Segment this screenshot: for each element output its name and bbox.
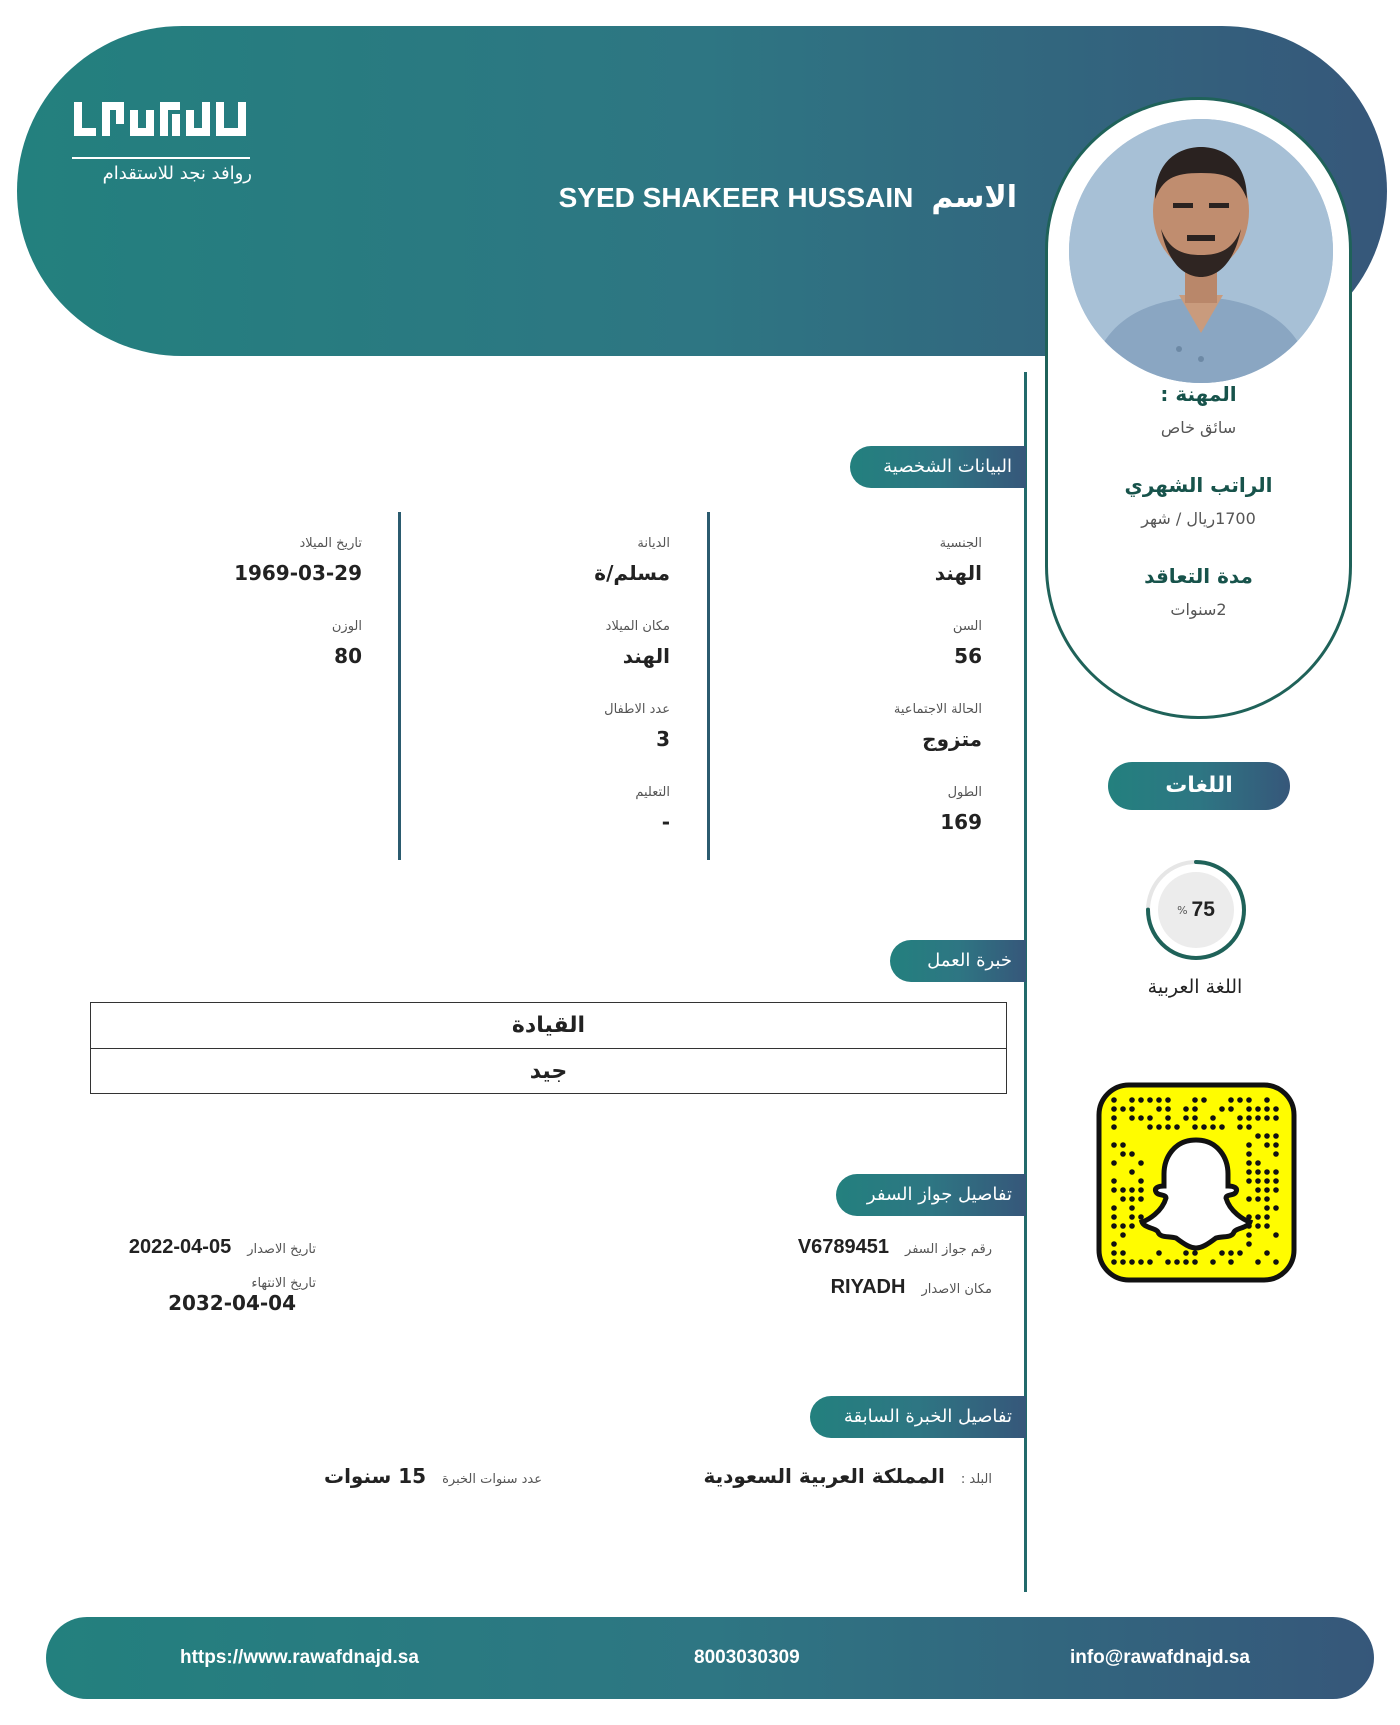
snapcode-dot — [1111, 1124, 1117, 1130]
snapcode-dot — [1111, 1205, 1117, 1211]
contract-value: 2سنوات — [1170, 600, 1227, 619]
email-link[interactable]: info@rawafdnajd.sa — [1069, 1647, 1250, 1668]
country-label: البلد : — [960, 1472, 992, 1487]
snapcode-dot — [1129, 1097, 1135, 1103]
snapcode-dot — [1273, 1106, 1279, 1112]
footer-bar — [46, 1617, 1374, 1699]
snapcode-dot — [1138, 1178, 1144, 1184]
height-value: 169 — [940, 810, 982, 834]
phone-number[interactable]: 8003030309 — [694, 1647, 800, 1668]
snapcode-dot — [1111, 1178, 1117, 1184]
snapcode-dot — [1129, 1151, 1135, 1157]
snapcode-dot — [1273, 1151, 1279, 1157]
snapcode-dot — [1129, 1223, 1135, 1229]
snapcode-dot — [1246, 1241, 1252, 1247]
snapcode-dot — [1273, 1232, 1279, 1238]
snapcode-dot — [1120, 1142, 1126, 1148]
salary-value: 1700ريال / شهر — [1141, 509, 1256, 528]
experience-years-label: عدد سنوات الخبرة — [442, 1472, 542, 1487]
snapcode-dot — [1264, 1250, 1270, 1256]
skill-name-cell: القيادة — [511, 1013, 586, 1038]
logo-kufic-icon — [72, 96, 250, 142]
snapcode-dot — [1246, 1151, 1252, 1157]
candidate-photo — [1069, 119, 1333, 383]
snapcode-dot — [1129, 1115, 1135, 1121]
snapcode-dot — [1246, 1142, 1252, 1148]
snapcode-dot — [1255, 1223, 1261, 1229]
snapcode-dot — [1237, 1115, 1243, 1121]
snapcode-dot — [1111, 1241, 1117, 1247]
snapcode-dot — [1165, 1259, 1171, 1265]
section-passport-details: تفاصيل جواز السفر — [836, 1174, 1026, 1216]
snapcode-dot — [1273, 1169, 1279, 1175]
snapcode-dot — [1264, 1187, 1270, 1193]
snapcode-dot — [1156, 1106, 1162, 1112]
salary-label: الراتب الشهري — [1124, 473, 1273, 497]
snapcode-dot — [1129, 1214, 1135, 1220]
snapcode-dot — [1246, 1097, 1252, 1103]
children-field — [604, 702, 670, 751]
snapcode-dot — [1129, 1106, 1135, 1112]
religion-label: الديانة — [637, 536, 670, 551]
age-field — [953, 619, 982, 668]
religion-field — [594, 536, 670, 585]
snapcode-dot — [1129, 1169, 1135, 1175]
snapcode-dot — [1246, 1232, 1252, 1238]
section-personal-data: البيانات الشخصية — [850, 446, 1026, 488]
snapcode-dot — [1120, 1151, 1126, 1157]
snapcode-dot — [1273, 1133, 1279, 1139]
age-value: 56 — [954, 644, 982, 668]
snapcode-dot — [1120, 1106, 1126, 1112]
passport-number-row — [798, 1236, 992, 1259]
marital-status-field — [894, 702, 982, 751]
snapcode-dot — [1255, 1178, 1261, 1184]
country-value: المملكة العربية السعودية — [703, 1464, 945, 1488]
snapcode-dot — [1129, 1205, 1135, 1211]
snapcode-dot — [1165, 1115, 1171, 1121]
snapcode-dot — [1264, 1178, 1270, 1184]
snapcode-dot — [1192, 1115, 1198, 1121]
snapcode-dot — [1138, 1196, 1144, 1202]
weight-field — [332, 619, 362, 668]
birthdate-value: 1969-03-29 — [234, 561, 362, 585]
profile-card — [1045, 97, 1352, 719]
snapcode-dot — [1138, 1115, 1144, 1121]
snapcode-dot — [1255, 1169, 1261, 1175]
snapcode-dot — [1174, 1259, 1180, 1265]
passport-number-label: رقم جواز السفر — [905, 1242, 992, 1257]
marital-status-value: متزوج — [922, 727, 982, 751]
snapcode-dot — [1138, 1097, 1144, 1103]
snapcode-dot — [1255, 1259, 1261, 1265]
snapcode-dot — [1138, 1160, 1144, 1166]
children-label: عدد الاطفال — [604, 702, 670, 717]
snapcode-dot — [1264, 1196, 1270, 1202]
contract-block — [1048, 564, 1349, 619]
education-label: التعليم — [635, 785, 670, 800]
snapcode-dot — [1264, 1214, 1270, 1220]
height-field — [940, 785, 982, 834]
snapcode-dot — [1129, 1196, 1135, 1202]
snapcode-dot — [1138, 1214, 1144, 1220]
snapcode-dot — [1147, 1097, 1153, 1103]
snapcode-dot — [1201, 1097, 1207, 1103]
snapcode-dot — [1228, 1097, 1234, 1103]
snapcode-dot — [1192, 1097, 1198, 1103]
snapcode-dot — [1246, 1169, 1252, 1175]
snapcode-dot — [1111, 1115, 1117, 1121]
snapcode-dot — [1192, 1124, 1198, 1130]
snapcode-dot — [1111, 1259, 1117, 1265]
nationality-value: الهند — [934, 561, 982, 585]
snapcode-dot — [1111, 1250, 1117, 1256]
snapcode-dot — [1264, 1115, 1270, 1121]
birthplace-field — [606, 619, 670, 668]
logo-mark — [72, 96, 252, 151]
nationality-field — [935, 536, 982, 585]
birthplace-value: الهند — [622, 644, 670, 668]
snapcode-dot — [1156, 1250, 1162, 1256]
snapcode-dot — [1147, 1124, 1153, 1130]
skill-level-cell: جيد — [91, 1048, 1006, 1093]
snapcode-dot — [1273, 1259, 1279, 1265]
snapcode-dot — [1228, 1250, 1234, 1256]
skills-table — [90, 1002, 1007, 1094]
snapcode-dot — [1255, 1106, 1261, 1112]
section-previous-experience: تفاصيل الخبرة السابقة — [810, 1396, 1026, 1438]
snapcode-dot — [1165, 1097, 1171, 1103]
snapcode-dot — [1111, 1142, 1117, 1148]
company-logo — [72, 96, 252, 184]
snapcode-dot — [1138, 1259, 1144, 1265]
snapcode-dot — [1183, 1250, 1189, 1256]
column-divider-1 — [398, 512, 401, 860]
snapcode-dot — [1255, 1160, 1261, 1166]
snapcode-qr[interactable] — [1096, 1082, 1297, 1283]
snapcode-dot — [1183, 1259, 1189, 1265]
expiry-date-row — [168, 1276, 316, 1315]
snapcode-dot — [1246, 1106, 1252, 1112]
snapcode-dot — [1237, 1250, 1243, 1256]
snapcode-dot — [1111, 1160, 1117, 1166]
snapcode-dot — [1273, 1115, 1279, 1121]
profession-block — [1048, 382, 1349, 437]
issue-date-value: 2022-04-05 — [128, 1236, 232, 1258]
snapcode-dot — [1273, 1178, 1279, 1184]
candidate-name: SYED SHAKEER HUSSAIN — [558, 182, 914, 213]
snapcode-dot — [1147, 1259, 1153, 1265]
snapcode-dot — [1156, 1124, 1162, 1130]
languages-heading: اللغات — [1108, 762, 1290, 810]
website-link[interactable]: https://www.rawafdnajd.sa — [180, 1647, 419, 1668]
snapcode-dot — [1219, 1106, 1225, 1112]
issue-place-label: مكان الاصدار — [921, 1282, 992, 1297]
snapcode-dot — [1120, 1259, 1126, 1265]
name-label: الاسم — [931, 180, 1017, 215]
snapcode-dot — [1264, 1133, 1270, 1139]
snapcode-dot — [1237, 1124, 1243, 1130]
snapcode-dot — [1264, 1205, 1270, 1211]
snapcode-dot — [1255, 1133, 1261, 1139]
snapcode-dot — [1138, 1187, 1144, 1193]
education-field — [635, 785, 670, 834]
candidate-name-row — [559, 180, 1017, 215]
snapcode-dot — [1264, 1097, 1270, 1103]
profession-label: المهنة : — [1160, 382, 1237, 406]
religion-value: مسلم/ة — [594, 561, 670, 585]
snapcode-dot — [1219, 1124, 1225, 1130]
percent-symbol: % — [1177, 903, 1188, 917]
snapcode-dot — [1228, 1259, 1234, 1265]
weight-label: الوزن — [331, 619, 362, 634]
snapcode-dot — [1273, 1187, 1279, 1193]
snapcode-dot — [1111, 1097, 1117, 1103]
snapcode-dot — [1165, 1106, 1171, 1112]
column-divider-2 — [707, 512, 710, 860]
snapcode-dot — [1264, 1106, 1270, 1112]
education-value: - — [661, 810, 670, 834]
snapcode-dot — [1192, 1106, 1198, 1112]
children-value: 3 — [656, 727, 670, 751]
birthdate-label: تاريخ الميلاد — [299, 536, 362, 551]
issue-place-row — [831, 1276, 992, 1299]
snapcode-dot — [1192, 1250, 1198, 1256]
snapcode-dot — [1246, 1178, 1252, 1184]
expiry-date-value: 2032-04-04 — [168, 1291, 296, 1315]
snapcode-dot — [1120, 1187, 1126, 1193]
snapcode-dot — [1246, 1115, 1252, 1121]
nationality-label: الجنسية — [939, 536, 982, 551]
snapcode-dot — [1219, 1250, 1225, 1256]
snapcode-dot — [1120, 1250, 1126, 1256]
marital-status-label: الحالة الاجتماعية — [893, 702, 982, 717]
snapcode-dot — [1264, 1142, 1270, 1148]
passport-number-value: V6789451 — [797, 1236, 890, 1258]
language-percent — [1158, 872, 1234, 948]
country-row — [703, 1464, 992, 1488]
percent-value: 75 — [1191, 898, 1215, 921]
snapcode-dot — [1264, 1223, 1270, 1229]
snapcode-dot — [1255, 1187, 1261, 1193]
snapcode-dot — [1210, 1124, 1216, 1130]
age-label: السن — [952, 619, 982, 634]
snapcode-dot — [1129, 1259, 1135, 1265]
birthplace-label: مكان الميلاد — [605, 619, 670, 634]
snapcode-dot — [1174, 1124, 1180, 1130]
snapcode-dot — [1120, 1196, 1126, 1202]
issue-date-label: تاريخ الاصدار — [247, 1242, 316, 1257]
snapcode-dot — [1201, 1124, 1207, 1130]
snapcode-dot — [1111, 1223, 1117, 1229]
expiry-date-label: تاريخ الانتهاء — [251, 1276, 316, 1291]
snapcode-dot — [1120, 1223, 1126, 1229]
snapcode-dot — [1129, 1187, 1135, 1193]
snapcode-dot — [1273, 1205, 1279, 1211]
snapcode-dot — [1192, 1259, 1198, 1265]
snapcode-dot — [1246, 1196, 1252, 1202]
issue-place-value: RIYADH — [830, 1276, 906, 1298]
snapcode-dot — [1255, 1214, 1261, 1220]
weight-value: 80 — [334, 644, 362, 668]
person-photo-icon — [1069, 119, 1333, 383]
snapcode-dot — [1273, 1142, 1279, 1148]
logo-subtitle: روافد نجد للاستقدام — [102, 163, 252, 184]
snapcode-dot — [1228, 1106, 1234, 1112]
snapcode-dot — [1237, 1097, 1243, 1103]
snapcode-dot — [1255, 1115, 1261, 1121]
snapcode-dot — [1255, 1196, 1261, 1202]
snapcode-dot — [1246, 1124, 1252, 1130]
experience-years-value: 15 سنوات — [323, 1464, 427, 1488]
language-name: اللغة العربية — [1147, 976, 1243, 998]
snapcode-dot — [1111, 1187, 1117, 1193]
snapcode-dot — [1246, 1160, 1252, 1166]
snapcode-dot — [1210, 1115, 1216, 1121]
snapcode-dot — [1183, 1106, 1189, 1112]
experience-years-row — [324, 1464, 542, 1488]
snapcode-dot — [1165, 1124, 1171, 1130]
height-label: الطول — [947, 785, 982, 800]
snapcode-dot — [1183, 1115, 1189, 1121]
contract-label: مدة التعاقد — [1144, 564, 1253, 588]
logo-divider — [72, 157, 250, 159]
snapcode-dot — [1120, 1232, 1126, 1238]
snapcode-dot — [1147, 1115, 1153, 1121]
snapcode-dot — [1111, 1214, 1117, 1220]
snapcode-dot — [1210, 1259, 1216, 1265]
issue-date-row — [129, 1236, 316, 1259]
snapcode-dot — [1156, 1097, 1162, 1103]
section-work-experience: خبرة العمل — [890, 940, 1026, 982]
profession-value: سائق خاص — [1160, 418, 1237, 437]
snapcode-dot — [1264, 1169, 1270, 1175]
salary-block — [1048, 473, 1349, 528]
snapcode-dot — [1111, 1106, 1117, 1112]
birthdate-field — [234, 536, 362, 585]
